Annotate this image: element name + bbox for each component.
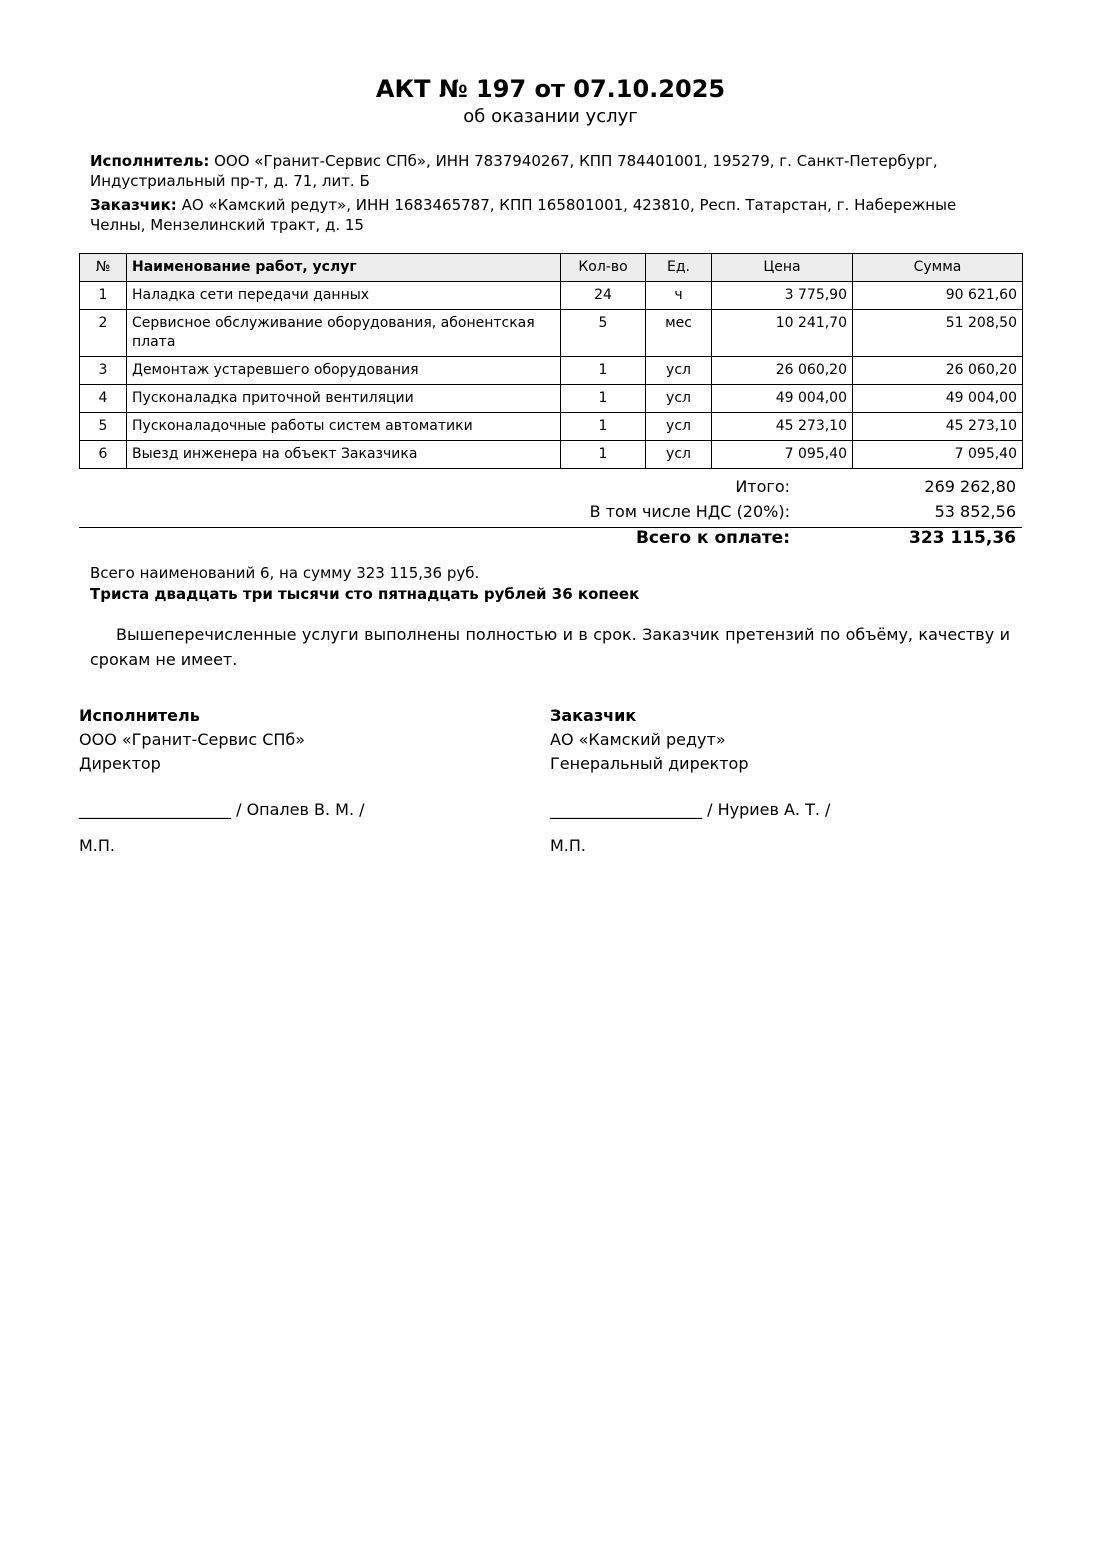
customer-sign-line: ___________________ / Нуриев А. Т. /: [550, 800, 831, 819]
summary-amount-words: Триста двадцать три тысячи сто пятнадцать рублей 36 копеек: [90, 585, 640, 603]
customer-block: [90, 195, 1010, 235]
cell-name: Сервисное обслуживание оборудования, абонентская плата: [127, 310, 561, 357]
cell-price: 26 060,20: [712, 357, 853, 385]
cell-num: 3: [80, 357, 127, 385]
cell-qty: 1: [561, 357, 646, 385]
cell-unit: усл: [646, 357, 712, 385]
executor-block: [90, 151, 1010, 191]
cell-unit: мес: [646, 310, 712, 357]
executor-details: ООО «Гранит-Сервис СПб», ИНН 7837940267, КПП 784401001, 195279, г. Санкт-Петербург, Индустриальный пр-т, д. 71, лит. Б: [90, 152, 938, 190]
services-table: [79, 253, 1023, 469]
cell-unit: усл: [646, 413, 712, 441]
table-row: [80, 413, 1023, 441]
customer-stamp-mark: М.П.: [550, 836, 587, 855]
header-name: Наименование работ, услуг: [127, 254, 561, 282]
vat-row: [79, 502, 1022, 527]
cell-sum: 7 095,40: [853, 441, 1023, 469]
table-row: [80, 385, 1023, 413]
header-unit: Ед.: [646, 254, 712, 282]
document-subtitle: об оказании услуг: [463, 106, 638, 127]
header-num: №: [80, 254, 127, 282]
table-row: [80, 441, 1023, 469]
total-label: Всего к оплате:: [635, 528, 790, 548]
cell-price: 49 004,00: [712, 385, 853, 413]
cell-qty: 24: [561, 282, 646, 310]
total-row: [79, 528, 1022, 553]
cell-price: 3 775,90: [712, 282, 853, 310]
customer-label: Заказчик:: [90, 196, 177, 214]
cell-name: Наладка сети передачи данных: [127, 282, 561, 310]
executor-stamp-mark: М.П.: [79, 836, 116, 855]
vat-value: 53 852,56: [934, 502, 1016, 521]
cell-name: Пусконаладочные работы систем автоматики: [127, 413, 561, 441]
cell-qty: 1: [561, 441, 646, 469]
customer-details: АО «Камский редут», ИНН 1683465787, КПП 165801001, 423810, Респ. Татарстан, г. Набережные Челны, Мензелинский тракт, д. 15: [90, 196, 957, 234]
customer-role: Заказчик: [550, 706, 637, 725]
table-row: [80, 310, 1023, 357]
cell-num: 5: [80, 413, 127, 441]
cell-sum: 51 208,50: [853, 310, 1023, 357]
customer-signature-block: [550, 704, 990, 855]
cell-sum: 26 060,20: [853, 357, 1023, 385]
cell-num: 2: [80, 310, 127, 357]
subtotal-label: Итого:: [735, 477, 790, 496]
executor-label: Исполнитель:: [90, 152, 210, 170]
customer-position: Генеральный директор: [550, 754, 749, 773]
executor-sign-line: ___________________ / Опалев В. М. /: [79, 800, 365, 819]
executor-signature-block: [79, 704, 519, 855]
cell-qty: 5: [561, 310, 646, 357]
cell-price: 10 241,70: [712, 310, 853, 357]
cell-num: 4: [80, 385, 127, 413]
cell-sum: 90 621,60: [853, 282, 1023, 310]
cell-num: 6: [80, 441, 127, 469]
cell-qty: 1: [561, 385, 646, 413]
cell-unit: ч: [646, 282, 712, 310]
cell-name: Пусконаладка приточной вентиляции: [127, 385, 561, 413]
executor-org: ООО «Гранит-Сервис СПб»: [79, 730, 306, 749]
table-row: [80, 282, 1023, 310]
cell-name: Выезд инженера на объект Заказчика: [127, 441, 561, 469]
subtotal-row: [79, 477, 1022, 502]
subtotal-value: 269 262,80: [924, 477, 1016, 496]
cell-qty: 1: [561, 413, 646, 441]
customer-org: АО «Камский редут»: [550, 730, 726, 749]
executor-role: Исполнитель: [79, 706, 200, 725]
header-qty: Кол-во: [561, 254, 646, 282]
summary-count: Всего наименований 6, на сумму 323 115,36 руб.: [90, 564, 480, 582]
cell-unit: усл: [646, 385, 712, 413]
cell-price: 45 273,10: [712, 413, 853, 441]
document-title: АКТ № 197 от 07.10.2025: [375, 75, 726, 103]
cell-num: 1: [80, 282, 127, 310]
header-price: Цена: [712, 254, 853, 282]
cell-price: 7 095,40: [712, 441, 853, 469]
cell-unit: усл: [646, 441, 712, 469]
table-header-row: [80, 254, 1023, 282]
executor-position: Директор: [79, 754, 161, 773]
cell-name: Демонтаж устаревшего оборудования: [127, 357, 561, 385]
header-sum: Сумма: [853, 254, 1023, 282]
cell-sum: 45 273,10: [853, 413, 1023, 441]
total-value: 323 115,36: [908, 528, 1016, 548]
acceptance-statement: Вышеперечисленные услуги выполнены полностью и в срок. Заказчик претензий по объёму, качеству и срокам не имеет.: [90, 625, 1010, 669]
cell-sum: 49 004,00: [853, 385, 1023, 413]
table-row: [80, 357, 1023, 385]
vat-label: В том числе НДС (20%):: [589, 502, 790, 521]
